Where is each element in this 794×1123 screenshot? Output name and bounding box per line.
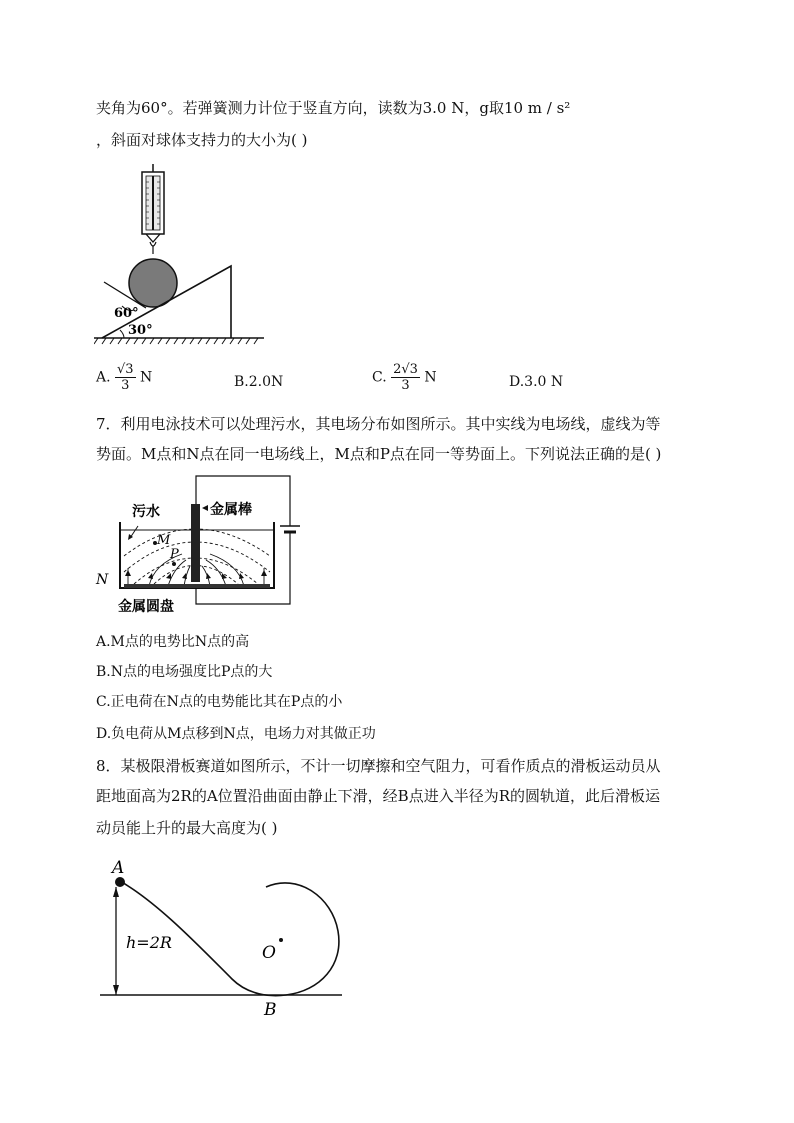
q8-text-line-3: 动员能上升的最大高度为( ) xyxy=(96,819,278,837)
q7-option-d[interactable]: D.负电荷从M点移到N点，电场力对其做正功 xyxy=(96,726,376,742)
angle-60-label: 60° xyxy=(114,306,139,321)
q8-figure-skate-track xyxy=(98,855,348,1025)
option-c-unit: N xyxy=(424,369,437,386)
option-a-unit: N xyxy=(140,369,153,386)
center-o-label: O xyxy=(262,943,276,963)
q6-option-d[interactable]: D.3.0 N xyxy=(509,374,564,390)
q6-text-line-1: 夹角为60°。若弹簧测力计位于竖直方向，读数为3.0 N，g取10 m / s² xyxy=(96,99,571,117)
q6-text-line-2: ，斜面对球体支持力的大小为( ) xyxy=(96,131,308,149)
point-p-label: P xyxy=(170,547,179,562)
option-a-denominator: 3 xyxy=(121,378,130,393)
q8-text-line-2: 距地面高为2R的A位置沿曲面由静止下滑，经B点进入半径为R的圆轨道，此后滑板运 xyxy=(96,787,660,805)
point-n-label: N xyxy=(96,572,109,588)
q7-figure-electrophoresis xyxy=(94,472,304,618)
skater-point xyxy=(115,877,125,887)
q7-option-b[interactable]: B.N点的电场强度比P点的大 xyxy=(96,664,273,680)
metal-disk-label: 金属圆盘 xyxy=(118,599,174,615)
metal-rod-label: 金属棒 xyxy=(210,502,252,518)
option-c-prefix: C. xyxy=(372,369,387,386)
option-c-numerator: 2√3 xyxy=(393,362,418,377)
option-a-fraction xyxy=(115,362,136,393)
metal-rod xyxy=(191,504,200,582)
q7-text-line-2: 势面。M点和N点在同一电场线上，M点和P点在同一等势面上。下列说法正确的是( ) xyxy=(96,445,662,463)
angle-30-label: 30° xyxy=(128,323,153,338)
spring-scale xyxy=(142,164,164,254)
option-a-prefix: A. xyxy=(96,369,111,386)
point-b-label: B xyxy=(264,1000,277,1020)
height-label: h=2R xyxy=(126,933,172,952)
point-a-label: A xyxy=(112,858,125,878)
q6-figure-spring-scale-ball-incline xyxy=(94,160,264,350)
q7-text-line-1: 7．利用电泳技术可以处理污水，其电场分布如图所示。其中实线为电场线，虚线为等 xyxy=(96,415,661,433)
sewage-label: 污水 xyxy=(132,504,160,520)
option-a-numerator: √3 xyxy=(117,362,134,377)
option-c-denominator: 3 xyxy=(401,378,410,393)
q7-option-a[interactable]: A.M点的电势比N点的高 xyxy=(96,634,250,650)
q6-option-c[interactable] xyxy=(372,362,437,393)
metal-disk xyxy=(124,584,270,588)
q6-option-b[interactable]: B.2.0N xyxy=(234,374,284,390)
option-c-fraction xyxy=(391,362,420,393)
q8-text-line-1: 8．某极限滑板赛道如图所示，不计一切摩擦和空气阻力，可看作质点的滑板运动员从 xyxy=(96,757,661,775)
point-m-label: M xyxy=(157,533,171,548)
q6-option-a[interactable] xyxy=(96,362,152,393)
q7-option-c[interactable]: C.正电荷在N点的电势能比其在P点的小 xyxy=(96,694,343,710)
